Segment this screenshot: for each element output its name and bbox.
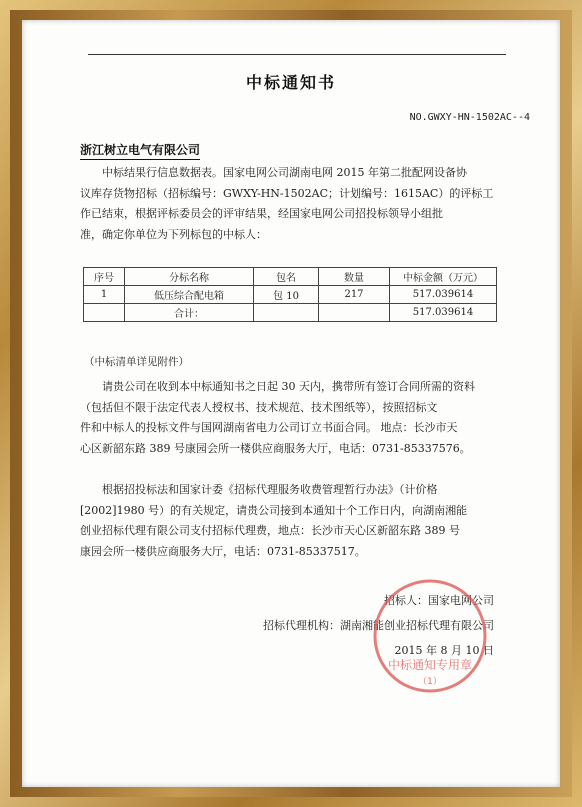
paragraph-line: 准，确定你单位为下列标包的中标人：: [80, 227, 267, 241]
header-package: 包名: [254, 268, 319, 286]
header-amount: 中标金额（万元）: [390, 268, 497, 286]
paragraph-line: （包括但不限于法定代表人授权书、技术规范、技术图纸等），按照招标文: [80, 400, 438, 414]
table-header-row: [84, 268, 497, 286]
paragraph-line: 心区新韶东路 389 号康园会所一楼供应商服务大厅，电话：0731-85337576。: [80, 441, 471, 455]
cell-empty: [254, 304, 319, 322]
attachment-note: （中标清单详见附件）: [84, 356, 189, 368]
official-seal-stamp: [370, 576, 490, 696]
cell-quantity: 217: [319, 286, 390, 304]
paragraph-fees: [80, 480, 504, 562]
seal-text: 中标通知专用章: [387, 658, 473, 672]
table-total-row: [84, 304, 497, 322]
paragraph-line: 康园会所一楼供应商服务大厅，电话：0731-85337517。: [80, 544, 366, 558]
paragraph-contract: [80, 377, 504, 459]
cell-lot-name: 低压综合配电箱: [125, 286, 254, 304]
agency-signature: 招标代理机构：湖南湘能创业招标代理有限公司: [263, 619, 494, 632]
cell-no: 1: [84, 286, 125, 304]
header-quantity: 数量: [319, 268, 390, 286]
header-no: 序号: [84, 268, 125, 286]
cell-amount: 517.039614: [390, 286, 497, 304]
document-title: 中标通知书: [245, 73, 336, 92]
cell-total-label: 合计：: [125, 304, 254, 322]
paragraph-line: [2002]1980 号）的有关规定，请贵公司接到本通知十个工作日内，向湖南湘能: [80, 503, 468, 517]
paragraph-line: 根据招投标法和国家计委《招标代理服务收费管理暂行办法》（计价格: [102, 483, 438, 496]
tenderer-signature: 招标人：国家电网公司: [384, 594, 494, 607]
addressee: 浙江树立电气有限公司: [80, 141, 200, 160]
paragraph-line: 请贵公司在收到本中标通知书之日起 30 天内，携带所有签订合同所需的资料: [102, 380, 475, 393]
cell-empty: [319, 304, 390, 322]
seal-number: （1）: [418, 677, 442, 687]
header-lot-name: 分标名称: [125, 268, 254, 286]
paragraph-line: 创业招标代理有限公司支付招标代理费，地点：长沙市天心区新韶东路 389 号: [80, 524, 460, 537]
issue-date: 2015 年 8 月 10 日: [394, 644, 494, 657]
cell-total-value: 517.039614: [390, 304, 497, 322]
document-number: NO.GWXY-HN-1502AC--4: [409, 112, 530, 123]
top-rule: [88, 54, 506, 55]
paragraph-line: 议库存货物招标（招标编号：GWXY-HN-1502AC；计划编号：1615AC）的评标工: [80, 186, 494, 200]
cell-empty: [84, 304, 125, 322]
table-row: [84, 286, 497, 304]
paragraph-line: 中标结果行信息数据表。国家电网公司湖南电网 2015 年第二批配网设备协: [102, 166, 467, 179]
notice-paper: [22, 20, 560, 787]
award-table: [83, 267, 497, 322]
cell-package: 包 10: [254, 286, 319, 304]
paragraph-line: 作已结束，根据评标委员会的评审结果，经国家电网公司招投标领导小组批: [80, 207, 443, 220]
paragraph-line: 件和中标人的投标文件与国网湖南省电力公司订立书面合同。 地点：长沙市天: [80, 421, 458, 434]
paragraph-award-intro: [80, 163, 504, 245]
